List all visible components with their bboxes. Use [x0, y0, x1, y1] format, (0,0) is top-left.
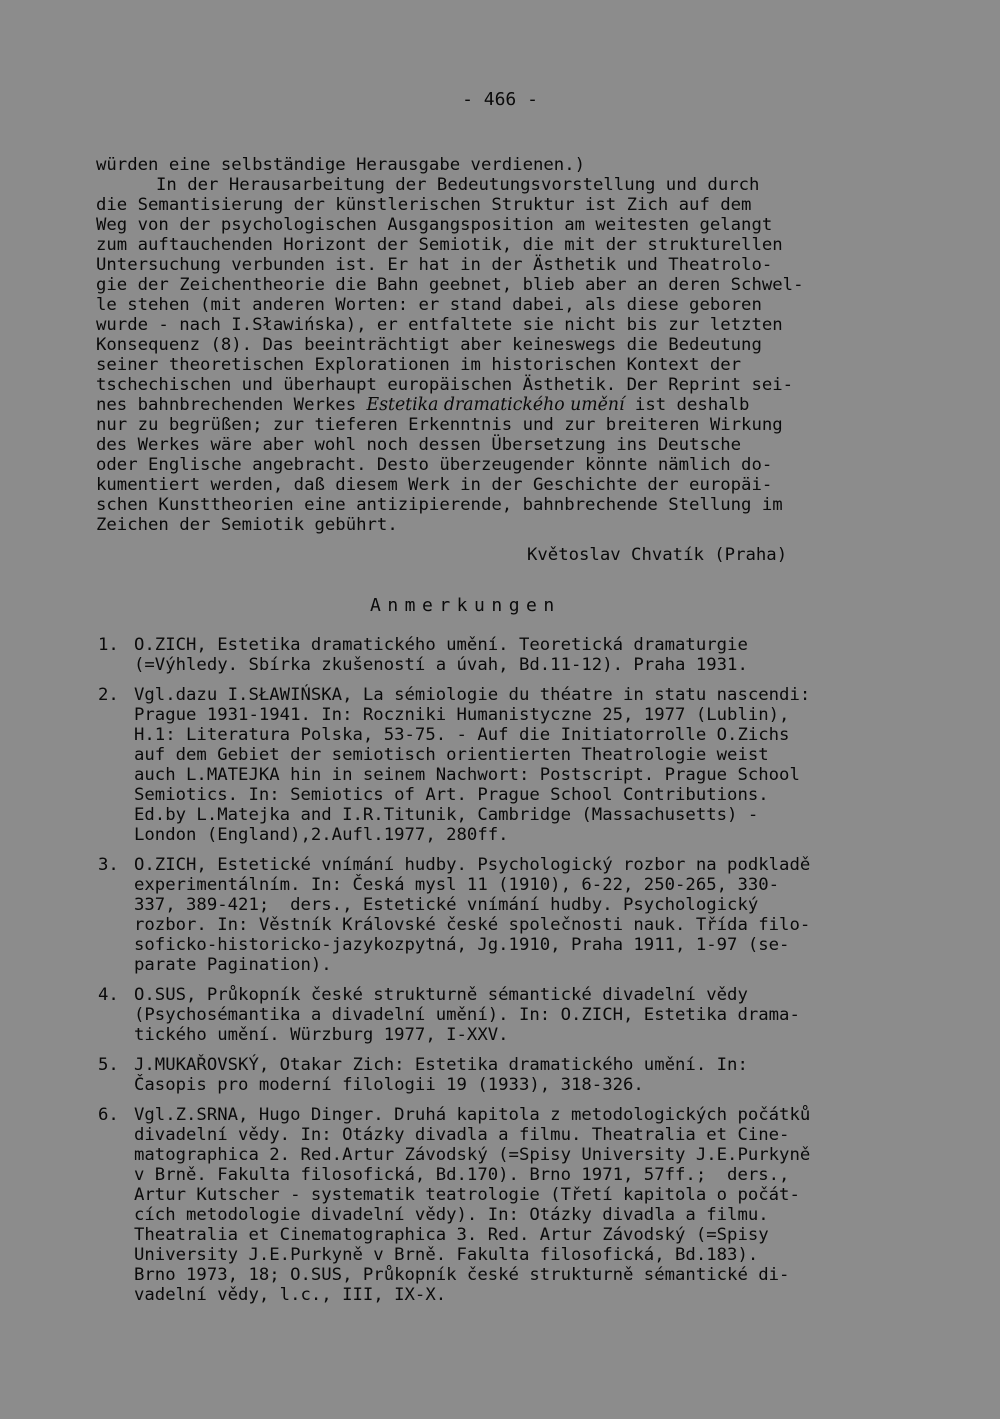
note-line: v Brně. Fakulta filosofická, Bd.170). Brno 1971, 57ff.; ders., — [134, 1165, 790, 1185]
body-line: Zeichen der Semiotik gebührt. — [96, 515, 398, 535]
note-line: rozbor. In: Věstník Královské české společnosti nauk. Třída filo- — [134, 915, 811, 935]
note-line: Vgl.dazu I.SŁAWIŃSKA, La sémiologie du théatre in statu nascendi: — [134, 685, 811, 705]
note-line: experimentálním. In: Česká mysl 11 (1910), 6-22, 250-265, 330- — [134, 875, 780, 895]
note-line: (=Výhledy. Sbírka zkušeností a úvah, Bd.11-12). Praha 1931. — [134, 655, 748, 675]
note-line: auch L.MATEJKA hin in seinem Nachwort: Postscript. Prague School — [134, 765, 800, 785]
body-line: In der Herausarbeitung der Bedeutungsvorstellung und durch — [156, 175, 760, 195]
body-line: kumentiert werden, daß diesem Werk in der Geschichte der europäi- — [96, 475, 773, 495]
notes-heading: Anmerkungen — [370, 595, 561, 616]
body-line: Untersuchung verbunden ist. Er hat in der Ästhetik und Theatrolo- — [96, 255, 773, 275]
body-line: des Werkes wäre aber wohl noch dessen Übersetzung ins Deutsche — [96, 435, 742, 455]
body-line: le stehen (mit anderen Worten: er stand dabei, als diese geboren — [96, 295, 762, 315]
note-line: divadelní vědy. In: Otázky divadla a filmu. Theatralia et Cine- — [134, 1125, 790, 1145]
body-line — [96, 395, 886, 415]
note-line: London (England),2.Aufl.1977, 280ff. — [134, 825, 509, 845]
note-line: Časopis pro moderní filologii 19 (1933), 318-326. — [134, 1075, 644, 1095]
author-signature: Květoslav Chvatík (Praha) — [527, 545, 788, 565]
note-line: J.MUKAŘOVSKÝ, Otakar Zich: Estetika dramatického umění. In: — [134, 1055, 748, 1075]
note-line: parate Pagination). — [134, 955, 332, 975]
note-line: vadelní vědy, l.c., III, IX-X. — [134, 1285, 447, 1305]
body-line: tschechischen und überhaupt europäischen Ästhetik. Der Reprint sei- — [96, 375, 794, 395]
note-line: O.ZICH, Estetické vnímání hudby. Psychologický rozbor na podkladě — [134, 855, 811, 875]
note-line: University J.E.Purkyně v Brně. Fakulta filosofická, Bd.183). — [134, 1245, 759, 1265]
note-line: O.SUS, Průkopník české strukturně sémantické divadelní vědy — [134, 985, 748, 1005]
note-number: 1. — [98, 635, 119, 655]
body-line: Weg von der psychologischen Ausgangsposition am weitesten gelangt — [96, 215, 773, 235]
note-number: 2. — [98, 685, 119, 705]
body-line: die Semantisierung der künstlerischen Struktur ist Zich auf dem — [96, 195, 752, 215]
note-line: Vgl.Z.SRNA, Hugo Dinger. Druhá kapitola z metodologických počátků — [134, 1105, 811, 1125]
note-line: cích metodologie divadelní vědy). In: Otázky divadla a filmu. — [134, 1205, 769, 1225]
note-line: tického umění. Würzburg 1977, I-XXV. — [134, 1025, 509, 1045]
body-line: seiner theoretischen Explorationen im historischen Kontext der — [96, 355, 742, 375]
body-text: nes bahnbrechenden Werkes — [96, 395, 367, 415]
book-title: Estetika dramatického umění — [366, 395, 625, 415]
page-number: - 466 - — [462, 89, 538, 110]
note-line: Theatralia et Cinematographica 3. Red. Artur Závodský (=Spisy — [134, 1225, 769, 1245]
note-line: Semiotics. In: Semiotics of Art. Prague School Contributions. — [134, 785, 769, 805]
body-line: nur zu begrüßen; zur tieferen Erkenntnis und zur breiteren Wirkung — [96, 415, 783, 435]
body-line: gie der Zeichentheorie die Bahn geebnet, blieb aber an deren Schwel- — [96, 275, 804, 295]
note-line: Ed.by L.Matejka and I.R.Titunik, Cambridge (Massachusetts) - — [134, 805, 759, 825]
body-line: wurde - nach I.Sławińska), er entfaltete sie nicht bis zur letzten — [96, 315, 783, 335]
note-line: Prague 1931-1941. In: Roczniki Humanistyczne 25, 1977 (Lublin), — [134, 705, 790, 725]
note-number: 6. — [98, 1105, 119, 1125]
note-line: soficko-historicko-jazykozpytná, Jg.1910, Praha 1911, 1-97 (se- — [134, 935, 790, 955]
body-line: würden eine selbständige Herausgabe verdienen.) — [96, 155, 585, 175]
note-line: H.1: Literatura Polska, 53-75. - Auf die Initiatorrolle O.Zichs — [134, 725, 790, 745]
note-line: 337, 389-421; ders., Estetické vnímání hudby. Psychologický — [134, 895, 759, 915]
note-line: matographica 2. Red.Artur Závodský (=Spisy University J.E.Purkyně — [134, 1145, 811, 1165]
body-line: schen Kunsttheorien eine antizipierende, bahnbrechende Stellung im — [96, 495, 783, 515]
note-number: 5. — [98, 1055, 119, 1075]
note-line: (Psychosémantika a divadelní umění). In: O.ZICH, Estetika drama- — [134, 1005, 800, 1025]
note-line: auf dem Gebiet der semiotisch orientierten Theatrologie weist — [134, 745, 769, 765]
note-number: 3. — [98, 855, 119, 875]
note-line: Artur Kutscher - systematik teatrologie (Třetí kapitola o počát- — [134, 1185, 800, 1205]
body-text: ist deshalb — [624, 395, 750, 415]
note-line: Brno 1973, 18; O.SUS, Průkopník české strukturně sémantické di- — [134, 1265, 790, 1285]
note-line: O.ZICH, Estetika dramatického umění. Teoretická dramaturgie — [134, 635, 748, 655]
body-line: zum auftauchenden Horizont der Semiotik, die mit der strukturellen — [96, 235, 783, 255]
body-line: Konsequenz (8). Das beeinträchtigt aber keineswegs die Bedeutung — [96, 335, 762, 355]
body-line: oder Englische angebracht. Desto überzeugender könnte nämlich do- — [96, 455, 773, 475]
note-number: 4. — [98, 985, 119, 1005]
